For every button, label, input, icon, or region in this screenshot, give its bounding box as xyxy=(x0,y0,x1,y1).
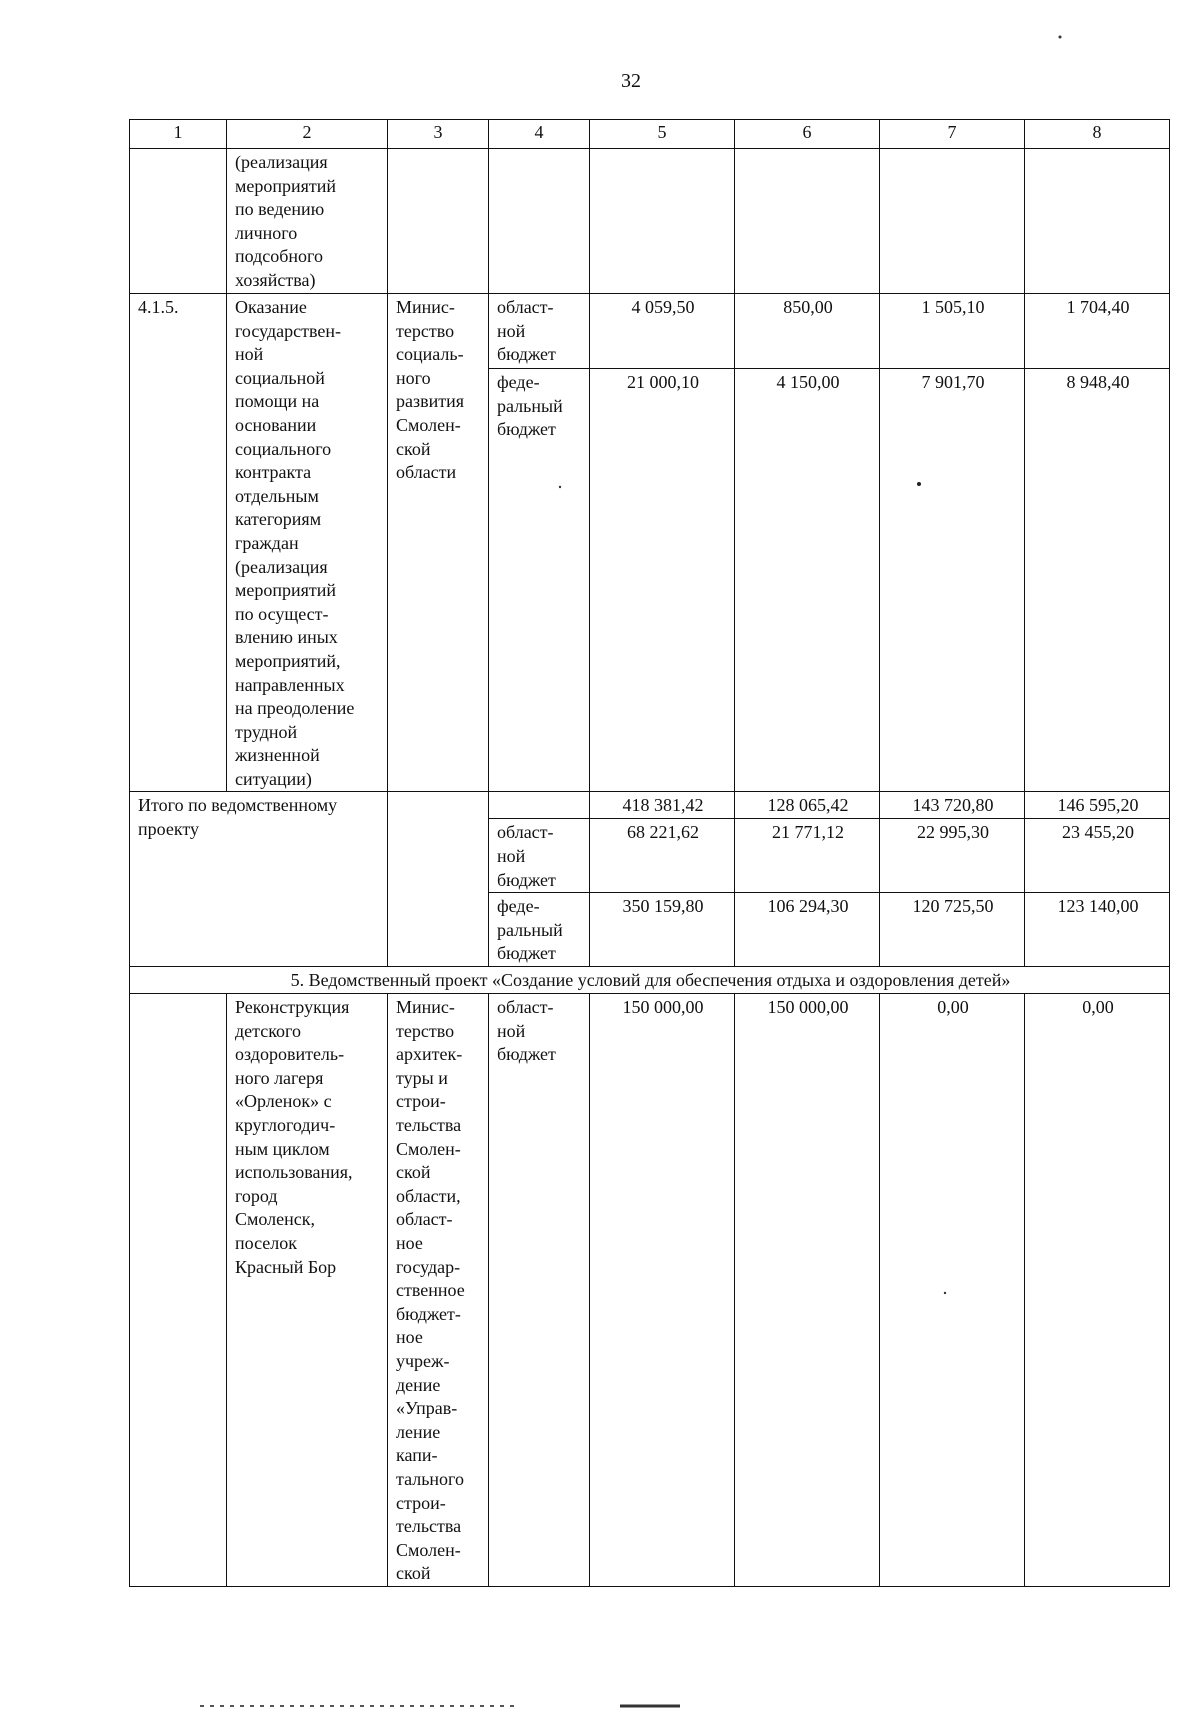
cell-c6: 128 065,42 xyxy=(735,792,880,819)
table-row-4-1-5-regional xyxy=(130,294,1170,369)
cell-code xyxy=(130,149,227,294)
cell-executor: Минис- терство социаль- ного развития Смолен- ской области xyxy=(388,294,489,792)
cell-c6: 106 294,30 xyxy=(735,893,880,967)
cell-source: област- ной бюджет xyxy=(489,819,590,893)
section-5-title: 5. Ведомственный проект «Создание условий для обеспечения отдыха и оздоровления детей» xyxy=(130,967,1170,994)
cell-code: 4.1.5. xyxy=(130,294,227,792)
cell-name: (реализация мероприятий по ведению личного подсобного хозяйства) xyxy=(227,149,388,294)
cell-c8: 0,00 xyxy=(1025,994,1170,1587)
cell-source xyxy=(489,792,590,819)
scan-speck-mark xyxy=(1057,34,1063,40)
cell-c5: 150 000,00 xyxy=(590,994,735,1587)
header-row xyxy=(130,120,1170,149)
cell-c6: 21 771,12 xyxy=(735,819,880,893)
header-col-6: 6 xyxy=(735,120,880,149)
cell-name: Реконструкция детского оздоровитель- ного лагеря «Орленок» с круглогодич- ным циклом использования, город Смоленск, поселок Красный Бор xyxy=(227,994,388,1587)
header-col-8: 8 xyxy=(1025,120,1170,149)
cell-c7: 7 901,70 xyxy=(880,368,1025,792)
cell-c5: 4 059,50 xyxy=(590,294,735,369)
cell-source xyxy=(489,149,590,294)
cell-c8: 8 948,40 xyxy=(1025,368,1170,792)
cell-c8: 146 595,20 xyxy=(1025,792,1170,819)
cell-c7: 22 995,30 xyxy=(880,819,1025,893)
cell-c5 xyxy=(590,149,735,294)
scan-speck-mark xyxy=(942,1290,948,1296)
cell-code xyxy=(130,994,227,1587)
cell-source: феде- ральный бюджет xyxy=(489,893,590,967)
cell-c7 xyxy=(880,149,1025,294)
cell-c8: 23 455,20 xyxy=(1025,819,1170,893)
cell-executor xyxy=(388,149,489,294)
header-col-4: 4 xyxy=(489,120,590,149)
page-number: 32 xyxy=(621,70,641,92)
cell-source: област- ной бюджет xyxy=(489,994,590,1587)
cell-c8: 1 704,40 xyxy=(1025,294,1170,369)
cell-c6: 150 000,00 xyxy=(735,994,880,1587)
table-row-continuation xyxy=(130,149,1170,294)
cell-executor: Минис- терство архитек- туры и строи- тельства Смолен- ской области, област- ное государ- ственное бюджет- ное учреж- дение «Управ- ление капи- тального строи- тельства Смолен- ской xyxy=(388,994,489,1587)
cell-c5: 418 381,42 xyxy=(590,792,735,819)
cell-c6: 850,00 xyxy=(735,294,880,369)
header-col-5: 5 xyxy=(590,120,735,149)
budget-table xyxy=(129,119,1170,1587)
cell-c6: 4 150,00 xyxy=(735,368,880,792)
cell-c8: 123 140,00 xyxy=(1025,893,1170,967)
cell-total-label: Итого по ведомственному проекту xyxy=(130,792,388,967)
cell-c8 xyxy=(1025,149,1170,294)
cell-c7: 0,00 xyxy=(880,994,1025,1587)
cell-c6 xyxy=(735,149,880,294)
cell-name: Оказание государствен- ной социальной помощи на основании социального контракта отдельным категориям граждан (реализация мероприятий по осущест- влению иных мероприятий, направленных на преодоление трудной жизненной ситуации) xyxy=(227,294,388,792)
section-5-row xyxy=(130,967,1170,994)
cell-source: феде- ральный бюджет xyxy=(489,368,590,792)
header-col-7: 7 xyxy=(880,120,1025,149)
header-col-2: 2 xyxy=(227,120,388,149)
cell-c5: 68 221,62 xyxy=(590,819,735,893)
cell-c7: 1 505,10 xyxy=(880,294,1025,369)
cell-c7: 120 725,50 xyxy=(880,893,1025,967)
scan-edge-noise xyxy=(0,1700,1200,1712)
cell-c5: 21 000,10 xyxy=(590,368,735,792)
cell-source: област- ной бюджет xyxy=(489,294,590,369)
table-row-total xyxy=(130,792,1170,819)
cell-c7: 143 720,80 xyxy=(880,792,1025,819)
scan-speck-mark xyxy=(557,484,563,490)
table-row-orlenok xyxy=(130,994,1170,1587)
cell-c5: 350 159,80 xyxy=(590,893,735,967)
cell-executor xyxy=(388,792,489,967)
scan-speck-mark xyxy=(915,480,923,488)
header-col-1: 1 xyxy=(130,120,227,149)
header-col-3: 3 xyxy=(388,120,489,149)
